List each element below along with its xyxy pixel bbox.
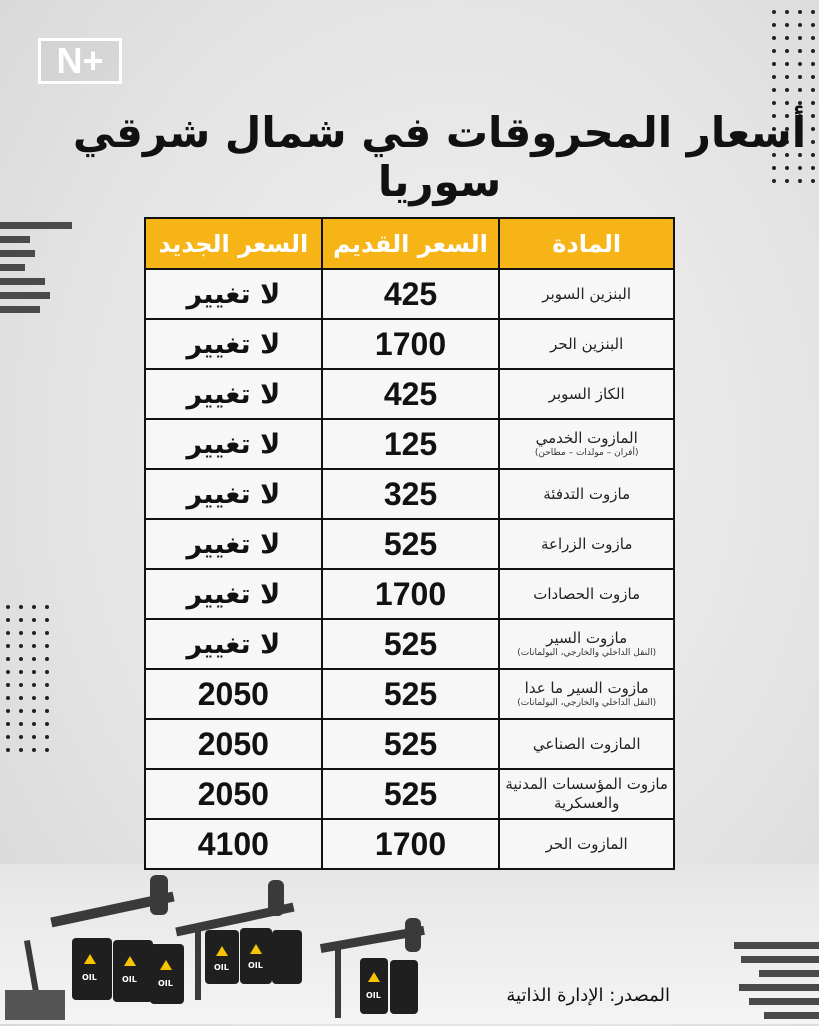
old-price-cell: 125 bbox=[322, 419, 500, 469]
decorative-dots-left bbox=[6, 605, 49, 752]
brand-logo: N+ bbox=[38, 38, 122, 84]
decorative-bars-right bbox=[734, 942, 819, 1026]
old-price-cell: 525 bbox=[322, 719, 500, 769]
material-name: البنزين السوبر bbox=[542, 284, 632, 303]
material-cell bbox=[499, 269, 674, 319]
header-new-price: السعر الجديد bbox=[145, 218, 322, 269]
old-price-cell: 1700 bbox=[322, 819, 500, 869]
material-cell bbox=[499, 519, 674, 569]
material-cell bbox=[499, 719, 674, 769]
material-cell bbox=[499, 669, 674, 719]
old-price-cell: 525 bbox=[322, 669, 500, 719]
fuel-prices-table bbox=[144, 217, 675, 870]
table-row bbox=[145, 419, 674, 469]
decorative-bars-left bbox=[0, 222, 72, 320]
material-cell bbox=[499, 319, 674, 369]
material-name: مازوت السير bbox=[546, 629, 628, 647]
material-cell bbox=[499, 369, 674, 419]
source-caption: المصدر: الإدارة الذاتية bbox=[506, 985, 670, 1006]
new-price-cell: لا تغيير bbox=[145, 619, 322, 669]
material-name: البنزين الحر bbox=[550, 334, 624, 353]
material-name: المازوت الصناعي bbox=[532, 734, 641, 753]
old-price-cell: 525 bbox=[322, 619, 500, 669]
table-row bbox=[145, 669, 674, 719]
table-row bbox=[145, 469, 674, 519]
table-row bbox=[145, 719, 674, 769]
old-price-cell: 1700 bbox=[322, 569, 500, 619]
oil-pumps-illustration bbox=[0, 860, 460, 1024]
new-price-cell: لا تغيير bbox=[145, 569, 322, 619]
material-cell bbox=[499, 469, 674, 519]
material-note: (النقل الداخلي والخارجي، البولمانات) bbox=[517, 647, 657, 658]
table-row bbox=[145, 369, 674, 419]
new-price-cell: 2050 bbox=[145, 719, 322, 769]
material-name: مازوت الزراعة bbox=[540, 534, 633, 553]
material-cell bbox=[499, 569, 674, 619]
table-header-row bbox=[145, 218, 674, 269]
new-price-cell: لا تغيير bbox=[145, 469, 322, 519]
material-name: مازوت السير ما عدا bbox=[524, 679, 649, 697]
old-price-cell: 425 bbox=[322, 369, 500, 419]
header-old-price: السعر القديم bbox=[322, 218, 500, 269]
table-row bbox=[145, 569, 674, 619]
new-price-cell: لا تغيير bbox=[145, 319, 322, 369]
barrel-label: OIL bbox=[214, 963, 229, 972]
table-row bbox=[145, 619, 674, 669]
material-name: المازوت الحر bbox=[545, 834, 628, 853]
material-cell bbox=[499, 769, 674, 819]
table-row bbox=[145, 769, 674, 819]
material-name: مازوت المؤسسات المدنية والعسكرية bbox=[505, 775, 668, 812]
barrel-label: OIL bbox=[366, 991, 381, 1000]
table-row bbox=[145, 319, 674, 369]
material-cell bbox=[499, 819, 674, 869]
new-price-cell: 2050 bbox=[145, 769, 322, 819]
page-title: أسعار المحروقات في شمال شرقي سوريا bbox=[72, 108, 807, 206]
old-price-cell: 325 bbox=[322, 469, 500, 519]
new-price-cell: 2050 bbox=[145, 669, 322, 719]
material-name: الكاز السوبر bbox=[548, 384, 625, 403]
barrel-label: OIL bbox=[82, 973, 97, 982]
material-note: (أفران – مولدات – مطاحن) bbox=[534, 447, 639, 458]
material-cell bbox=[499, 619, 674, 669]
barrel-label: OIL bbox=[122, 975, 137, 984]
new-price-cell: 4100 bbox=[145, 819, 322, 869]
new-price-cell: لا تغيير bbox=[145, 419, 322, 469]
table-row bbox=[145, 519, 674, 569]
material-name: المازوت الخدمي bbox=[535, 429, 638, 447]
barrel-label: OIL bbox=[158, 979, 173, 988]
material-name: مازوت الحصادات bbox=[533, 584, 641, 603]
new-price-cell: لا تغيير bbox=[145, 369, 322, 419]
new-price-cell: لا تغيير bbox=[145, 269, 322, 319]
table-row bbox=[145, 269, 674, 319]
old-price-cell: 525 bbox=[322, 519, 500, 569]
table-body bbox=[145, 269, 674, 869]
material-note: (النقل الداخلي والخارجي، البولمانات) bbox=[517, 697, 657, 708]
new-price-cell: لا تغيير bbox=[145, 519, 322, 569]
barrel-label: OIL bbox=[248, 961, 263, 970]
header-material: المادة bbox=[499, 218, 674, 269]
old-price-cell: 425 bbox=[322, 269, 500, 319]
material-name: مازوت التدفئة bbox=[543, 484, 631, 503]
old-price-cell: 1700 bbox=[322, 319, 500, 369]
material-cell bbox=[499, 419, 674, 469]
old-price-cell: 525 bbox=[322, 769, 500, 819]
